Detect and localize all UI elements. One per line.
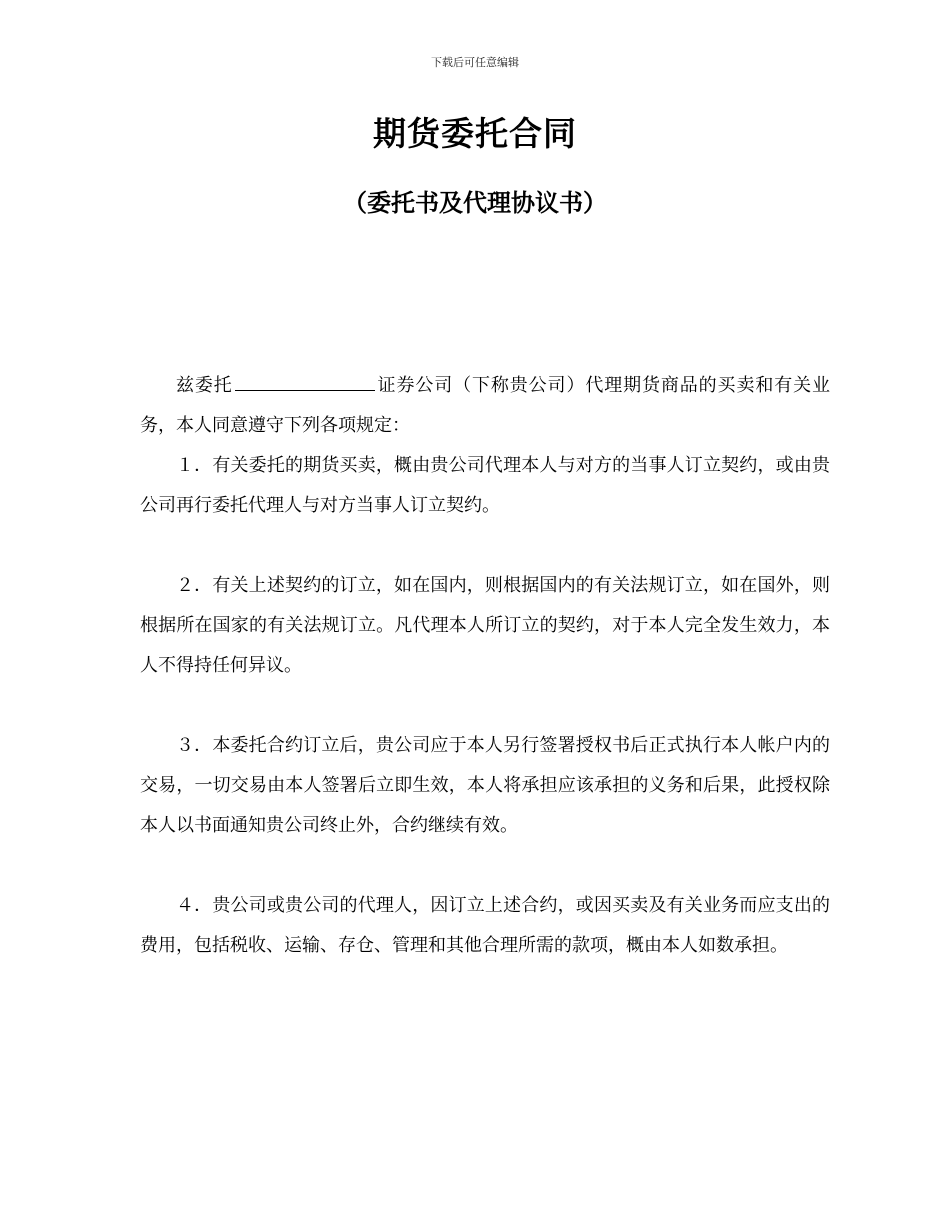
clause-1: １．有关委托的期货买卖，概由贵公司代理本人与对方的当事人订立契约，或由贵公司再行委托代理人与对方当事人订立契约。 — [140, 455, 830, 516]
company-name-blank — [235, 371, 375, 391]
document-title: 期货委托合同 — [373, 114, 577, 153]
paragraph-spacer — [140, 526, 830, 566]
clause-4: ４．贵公司或贵公司的代理人，因订立上述合约，或因买卖及有关业务而应支出的费用，包括税收、运输、存仓、管理和其他合理所需的款项，概由本人如数承担。 — [140, 895, 830, 956]
preamble-suffix: 证券公司（下称贵公司）代理期货商品的买卖和有关业务，本人同意遵守下列各项规定： — [140, 375, 831, 436]
preamble-prefix: 兹委托 — [176, 375, 233, 396]
header-note: 下载后可任意编辑 — [431, 56, 519, 69]
paragraph-spacer — [140, 846, 830, 886]
document-body — [140, 366, 830, 966]
document-subtitle: （委托书及代理协议书） — [343, 188, 607, 217]
clause-2: ２．有关上述契约的订立，如在国内，则根据国内的有关法规订立，如在国外，则根据所在国家的有关法规订立。凡代理本人所订立的契约，对于本人完全发生效力，本人不得持任何异议。 — [140, 575, 830, 676]
paragraph-spacer — [140, 686, 830, 726]
preamble-paragraph — [140, 366, 830, 446]
clause-3: ３．本委托合约订立后，贵公司应于本人另行签署授权书后正式执行本人帐户内的交易，一切交易由本人签署后立即生效，本人将承担应该承担的义务和后果，此授权除本人以书面通知贵公司终止外，合约继续有效。 — [140, 735, 830, 836]
